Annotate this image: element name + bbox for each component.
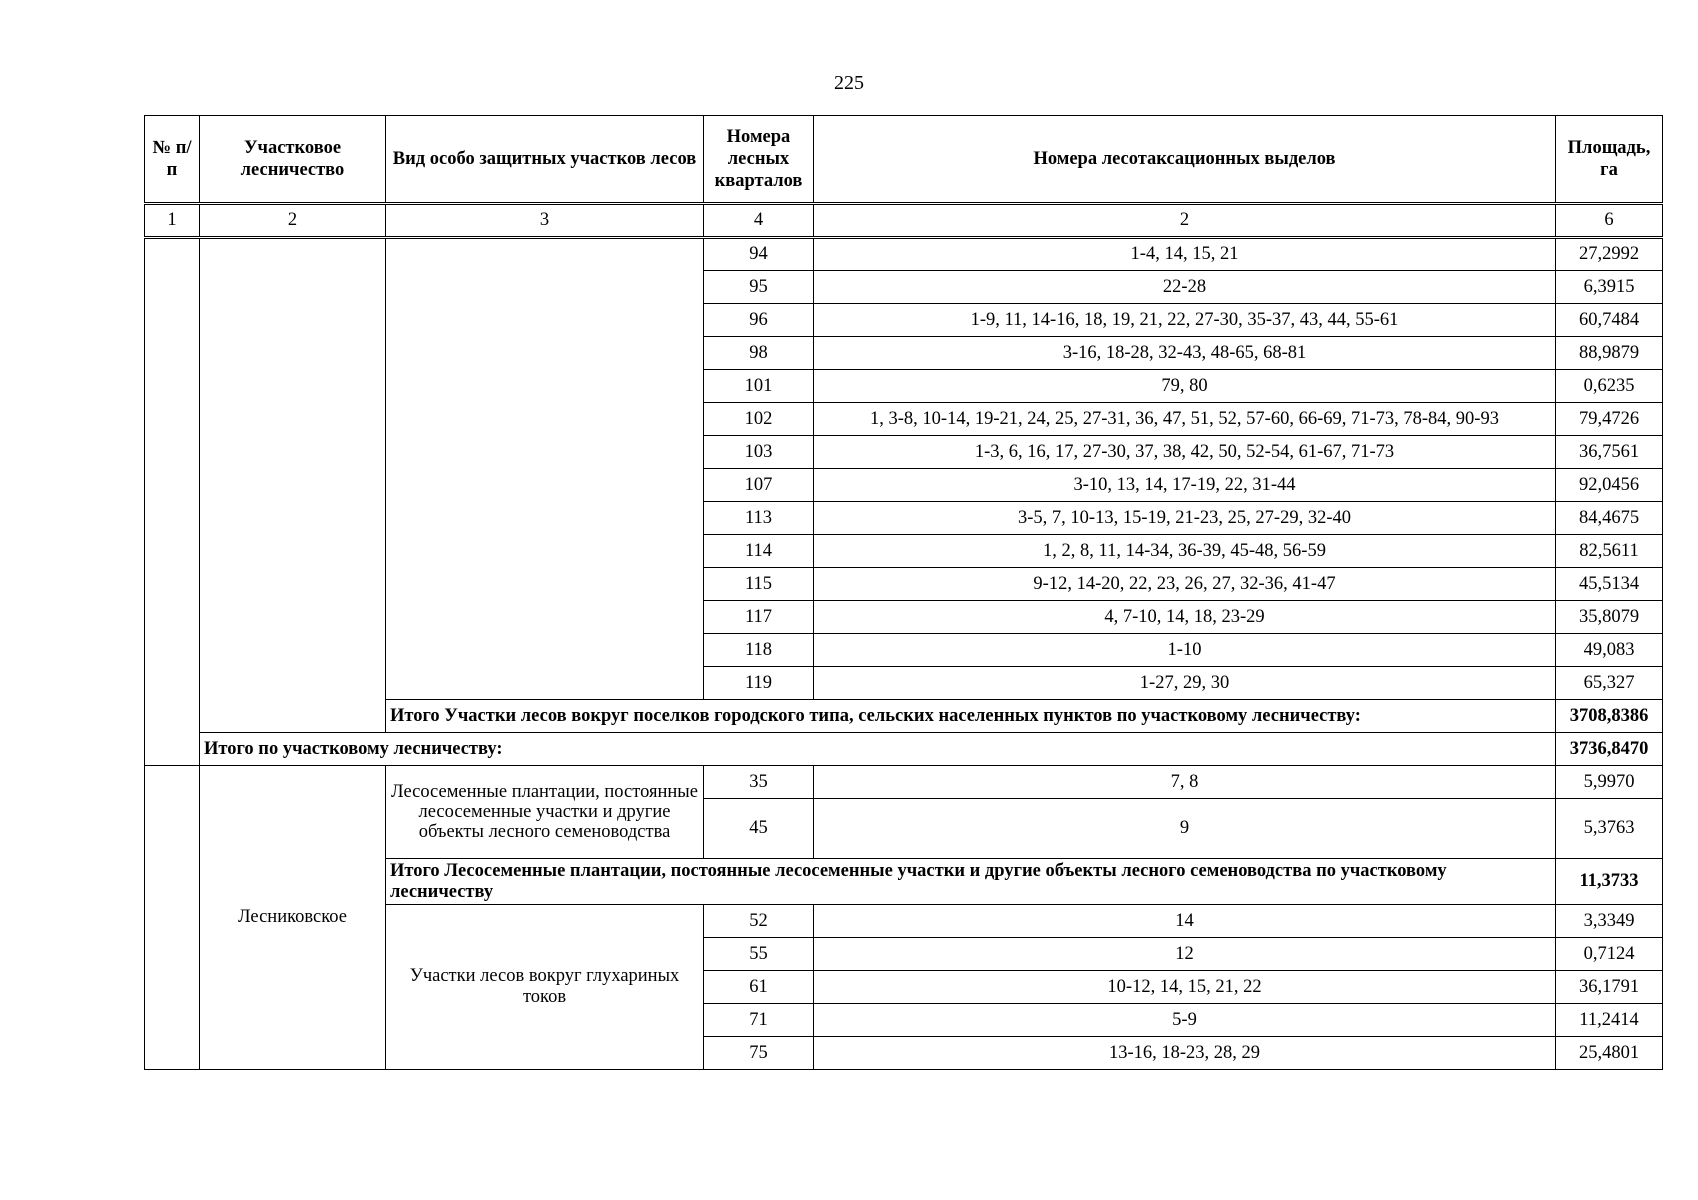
header-forestry: Участковое лесничество — [200, 116, 386, 204]
number-cell-empty — [145, 238, 200, 766]
allotment-cell: 13-16, 18-23, 28, 29 — [814, 1037, 1556, 1070]
quarter-cell: 117 — [704, 601, 814, 634]
allotment-cell: 1-9, 11, 14-16, 18, 19, 21, 22, 27-30, 35-37, 43, 44, 55-61 — [814, 304, 1556, 337]
area-cell: 11,2414 — [1556, 1004, 1663, 1037]
protected-type-seed: Лесосеменные плантации, постоянные лесосеменные участки и другие объекты лесного семеноводства — [386, 766, 704, 859]
allotment-cell: 1-4, 14, 15, 21 — [814, 238, 1556, 271]
table-row — [145, 766, 1663, 799]
quarter-cell: 119 — [704, 667, 814, 700]
area-cell: 36,7561 — [1556, 436, 1663, 469]
header-number: № п/п — [145, 116, 200, 204]
column-index: 2 — [814, 204, 1556, 238]
area-cell: 49,083 — [1556, 634, 1663, 667]
forestry-total-row — [145, 733, 1663, 766]
column-index: 4 — [704, 204, 814, 238]
quarter-cell: 45 — [704, 799, 814, 859]
quarter-cell: 61 — [704, 971, 814, 1004]
quarter-cell: 114 — [704, 535, 814, 568]
protected-type-cell-empty — [386, 238, 704, 700]
header-quarters: Номера лесных кварталов — [704, 116, 814, 204]
quarter-cell: 107 — [704, 469, 814, 502]
quarter-cell: 101 — [704, 370, 814, 403]
number-cell-empty — [145, 766, 200, 1070]
forest-table — [144, 115, 1663, 1070]
quarter-cell: 98 — [704, 337, 814, 370]
quarter-cell: 96 — [704, 304, 814, 337]
column-index-row — [145, 204, 1663, 238]
allotment-cell: 1, 2, 8, 11, 14-34, 36-39, 45-48, 56-59 — [814, 535, 1556, 568]
allotment-cell: 22-28 — [814, 271, 1556, 304]
allotment-cell: 3-10, 13, 14, 17-19, 22, 31-44 — [814, 469, 1556, 502]
quarter-cell: 35 — [704, 766, 814, 799]
allotment-cell: 9 — [814, 799, 1556, 859]
protected-type-grouse: Участки лесов вокруг глухариных токов — [386, 905, 704, 1070]
area-cell: 25,4801 — [1556, 1037, 1663, 1070]
page-number: 225 — [834, 72, 864, 94]
column-index: 3 — [386, 204, 704, 238]
area-cell: 60,7484 — [1556, 304, 1663, 337]
header-row — [145, 116, 1663, 204]
quarter-cell: 71 — [704, 1004, 814, 1037]
allotment-cell: 1, 3-8, 10-14, 19-21, 24, 25, 27-31, 36, 47, 51, 52, 57-60, 66-69, 71-73, 78-84, 90-93 — [814, 403, 1556, 436]
area-cell: 5,3763 — [1556, 799, 1663, 859]
quarter-cell: 118 — [704, 634, 814, 667]
column-index: 1 — [145, 204, 200, 238]
area-cell: 5,9970 — [1556, 766, 1663, 799]
allotment-cell: 14 — [814, 905, 1556, 938]
allotment-cell: 7, 8 — [814, 766, 1556, 799]
header-area: Площадь, га — [1556, 116, 1663, 204]
subtotal-value: 11,3733 — [1556, 859, 1663, 905]
forestry-total-label: Итого по участковому лесничеству: — [200, 733, 1556, 766]
forestry-name: Лесниковское — [200, 766, 386, 1070]
area-cell: 35,8079 — [1556, 601, 1663, 634]
subtotal-label: Итого Лесосеменные плантации, постоянные лесосеменные участки и другие объекты лесного семеноводства по участковому лесничеству — [386, 859, 1556, 905]
allotment-cell: 1-10 — [814, 634, 1556, 667]
forestry-total-value: 3736,8470 — [1556, 733, 1663, 766]
area-cell: 79,4726 — [1556, 403, 1663, 436]
area-cell: 92,0456 — [1556, 469, 1663, 502]
quarter-cell: 95 — [704, 271, 814, 304]
quarter-cell: 113 — [704, 502, 814, 535]
column-index: 2 — [200, 204, 386, 238]
header-allotments: Номера лесотаксационных выделов — [814, 116, 1556, 204]
allotment-cell: 5-9 — [814, 1004, 1556, 1037]
area-cell: 3,3349 — [1556, 905, 1663, 938]
table-row — [145, 238, 1663, 271]
area-cell: 0,6235 — [1556, 370, 1663, 403]
area-cell: 36,1791 — [1556, 971, 1663, 1004]
area-cell: 45,5134 — [1556, 568, 1663, 601]
quarter-cell: 75 — [704, 1037, 814, 1070]
header-protected-type: Вид особо защитных участков лесов — [386, 116, 704, 204]
area-cell: 82,5611 — [1556, 535, 1663, 568]
quarter-cell: 102 — [704, 403, 814, 436]
subtotal-label: Итого Участки лесов вокруг поселков городского типа, сельских населенных пунктов по участковому лесничеству: — [386, 700, 1556, 733]
allotment-cell: 1-3, 6, 16, 17, 27-30, 37, 38, 42, 50, 52-54, 61-67, 71-73 — [814, 436, 1556, 469]
allotment-cell: 9-12, 14-20, 22, 23, 26, 27, 32-36, 41-47 — [814, 568, 1556, 601]
allotment-cell: 1-27, 29, 30 — [814, 667, 1556, 700]
column-index: 6 — [1556, 204, 1663, 238]
quarter-cell: 55 — [704, 938, 814, 971]
allotment-cell: 4, 7-10, 14, 18, 23-29 — [814, 601, 1556, 634]
quarter-cell: 94 — [704, 238, 814, 271]
area-cell: 88,9879 — [1556, 337, 1663, 370]
allotment-cell: 3-5, 7, 10-13, 15-19, 21-23, 25, 27-29, 32-40 — [814, 502, 1556, 535]
area-cell: 65,327 — [1556, 667, 1663, 700]
quarter-cell: 115 — [704, 568, 814, 601]
table-body — [145, 238, 1663, 1070]
forestry-cell-empty — [200, 238, 386, 733]
quarter-cell: 103 — [704, 436, 814, 469]
allotment-cell: 79, 80 — [814, 370, 1556, 403]
area-cell: 84,4675 — [1556, 502, 1663, 535]
subtotal-value: 3708,8386 — [1556, 700, 1663, 733]
allotment-cell: 3-16, 18-28, 32-43, 48-65, 68-81 — [814, 337, 1556, 370]
area-cell: 27,2992 — [1556, 238, 1663, 271]
allotment-cell: 10-12, 14, 15, 21, 22 — [814, 971, 1556, 1004]
area-cell: 6,3915 — [1556, 271, 1663, 304]
area-cell: 0,7124 — [1556, 938, 1663, 971]
allotment-cell: 12 — [814, 938, 1556, 971]
quarter-cell: 52 — [704, 905, 814, 938]
